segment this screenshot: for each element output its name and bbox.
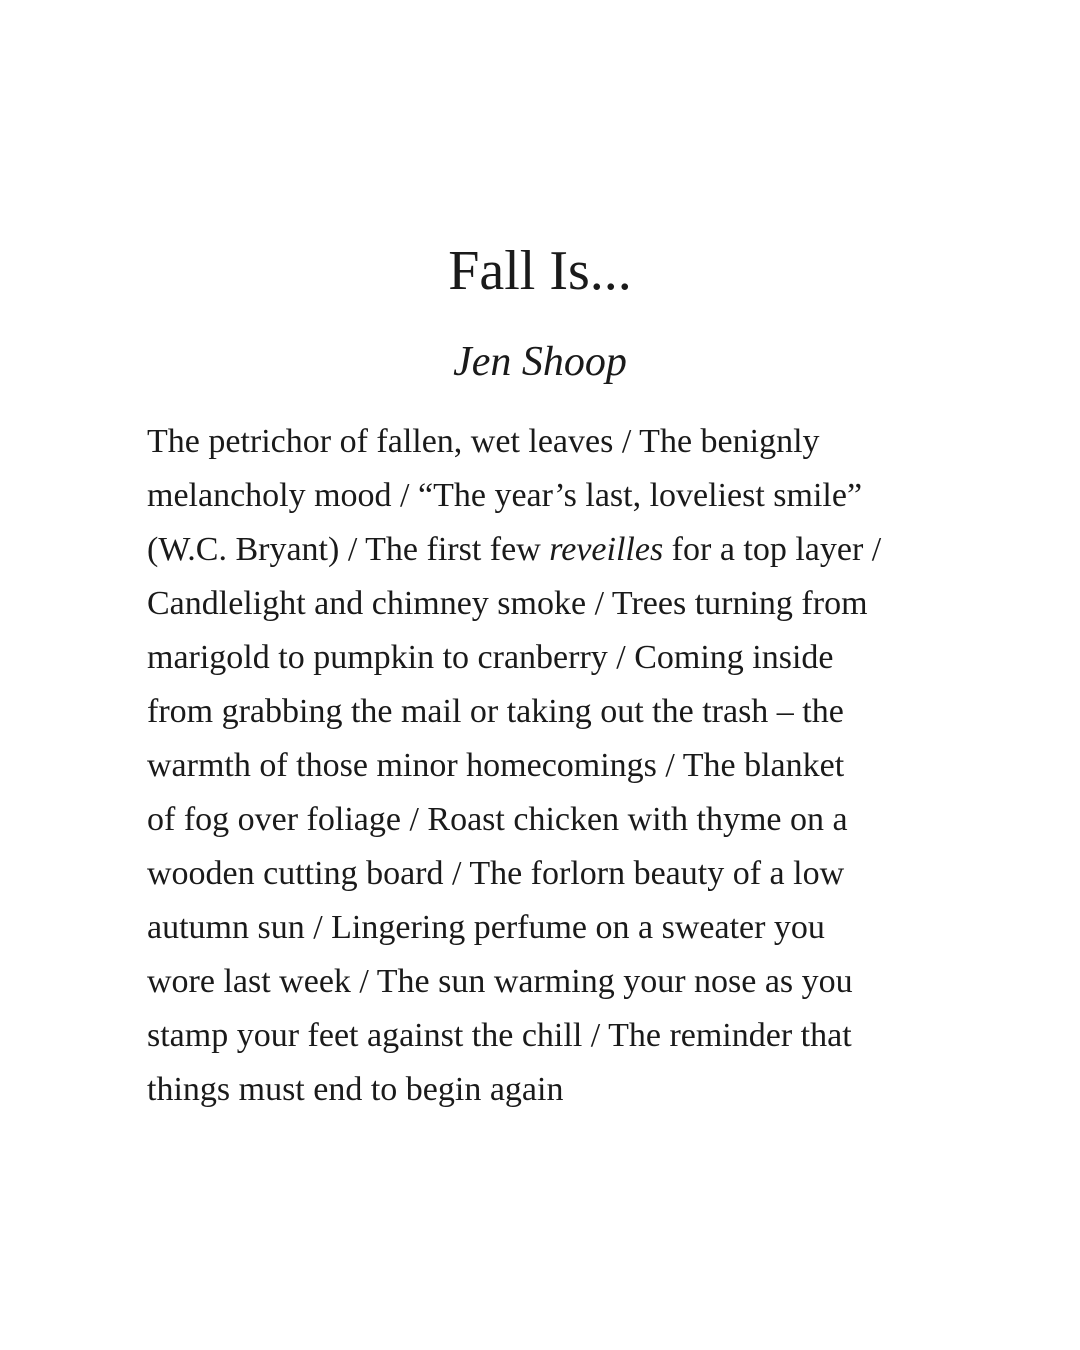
poem-line-segment: (W.C. Bryant) / The first few: [147, 531, 550, 568]
poem-line: marigold to pumpkin to cranberry / Coming inside: [147, 639, 834, 676]
poem-line: from grabbing the mail or taking out the trash – the: [147, 693, 844, 730]
poem-line: stamp your feet against the chill / The reminder that: [147, 1017, 852, 1054]
poem-line: wooden cutting board / The forlorn beauty of a low: [147, 855, 845, 892]
poem-line: wore last week / The sun warming your nose as you: [147, 963, 853, 1000]
poem-line: warmth of those minor homecomings / The blanket: [147, 747, 845, 784]
poem-line: melancholy mood / “The year’s last, loveliest smile”: [147, 477, 863, 514]
poem-line-segment: for a top layer /: [663, 531, 882, 568]
poem-line: of fog over foliage / Roast chicken with thyme on a: [147, 801, 848, 838]
poem-line: The petrichor of fallen, wet leaves / The benignly: [147, 423, 820, 460]
poem-body: [147, 415, 967, 1117]
poem-author: Jen Shoop: [453, 339, 627, 385]
poem-line: things must end to begin again: [147, 1071, 564, 1108]
poem-line: autumn sun / Lingering perfume on a sweater you: [147, 909, 825, 946]
poem-line: Candlelight and chimney smoke / Trees turning from: [147, 585, 868, 622]
poem-line: [147, 523, 967, 577]
poem-title: Fall Is...: [448, 240, 632, 302]
poem-line-italic-word: reveilles: [549, 531, 664, 568]
